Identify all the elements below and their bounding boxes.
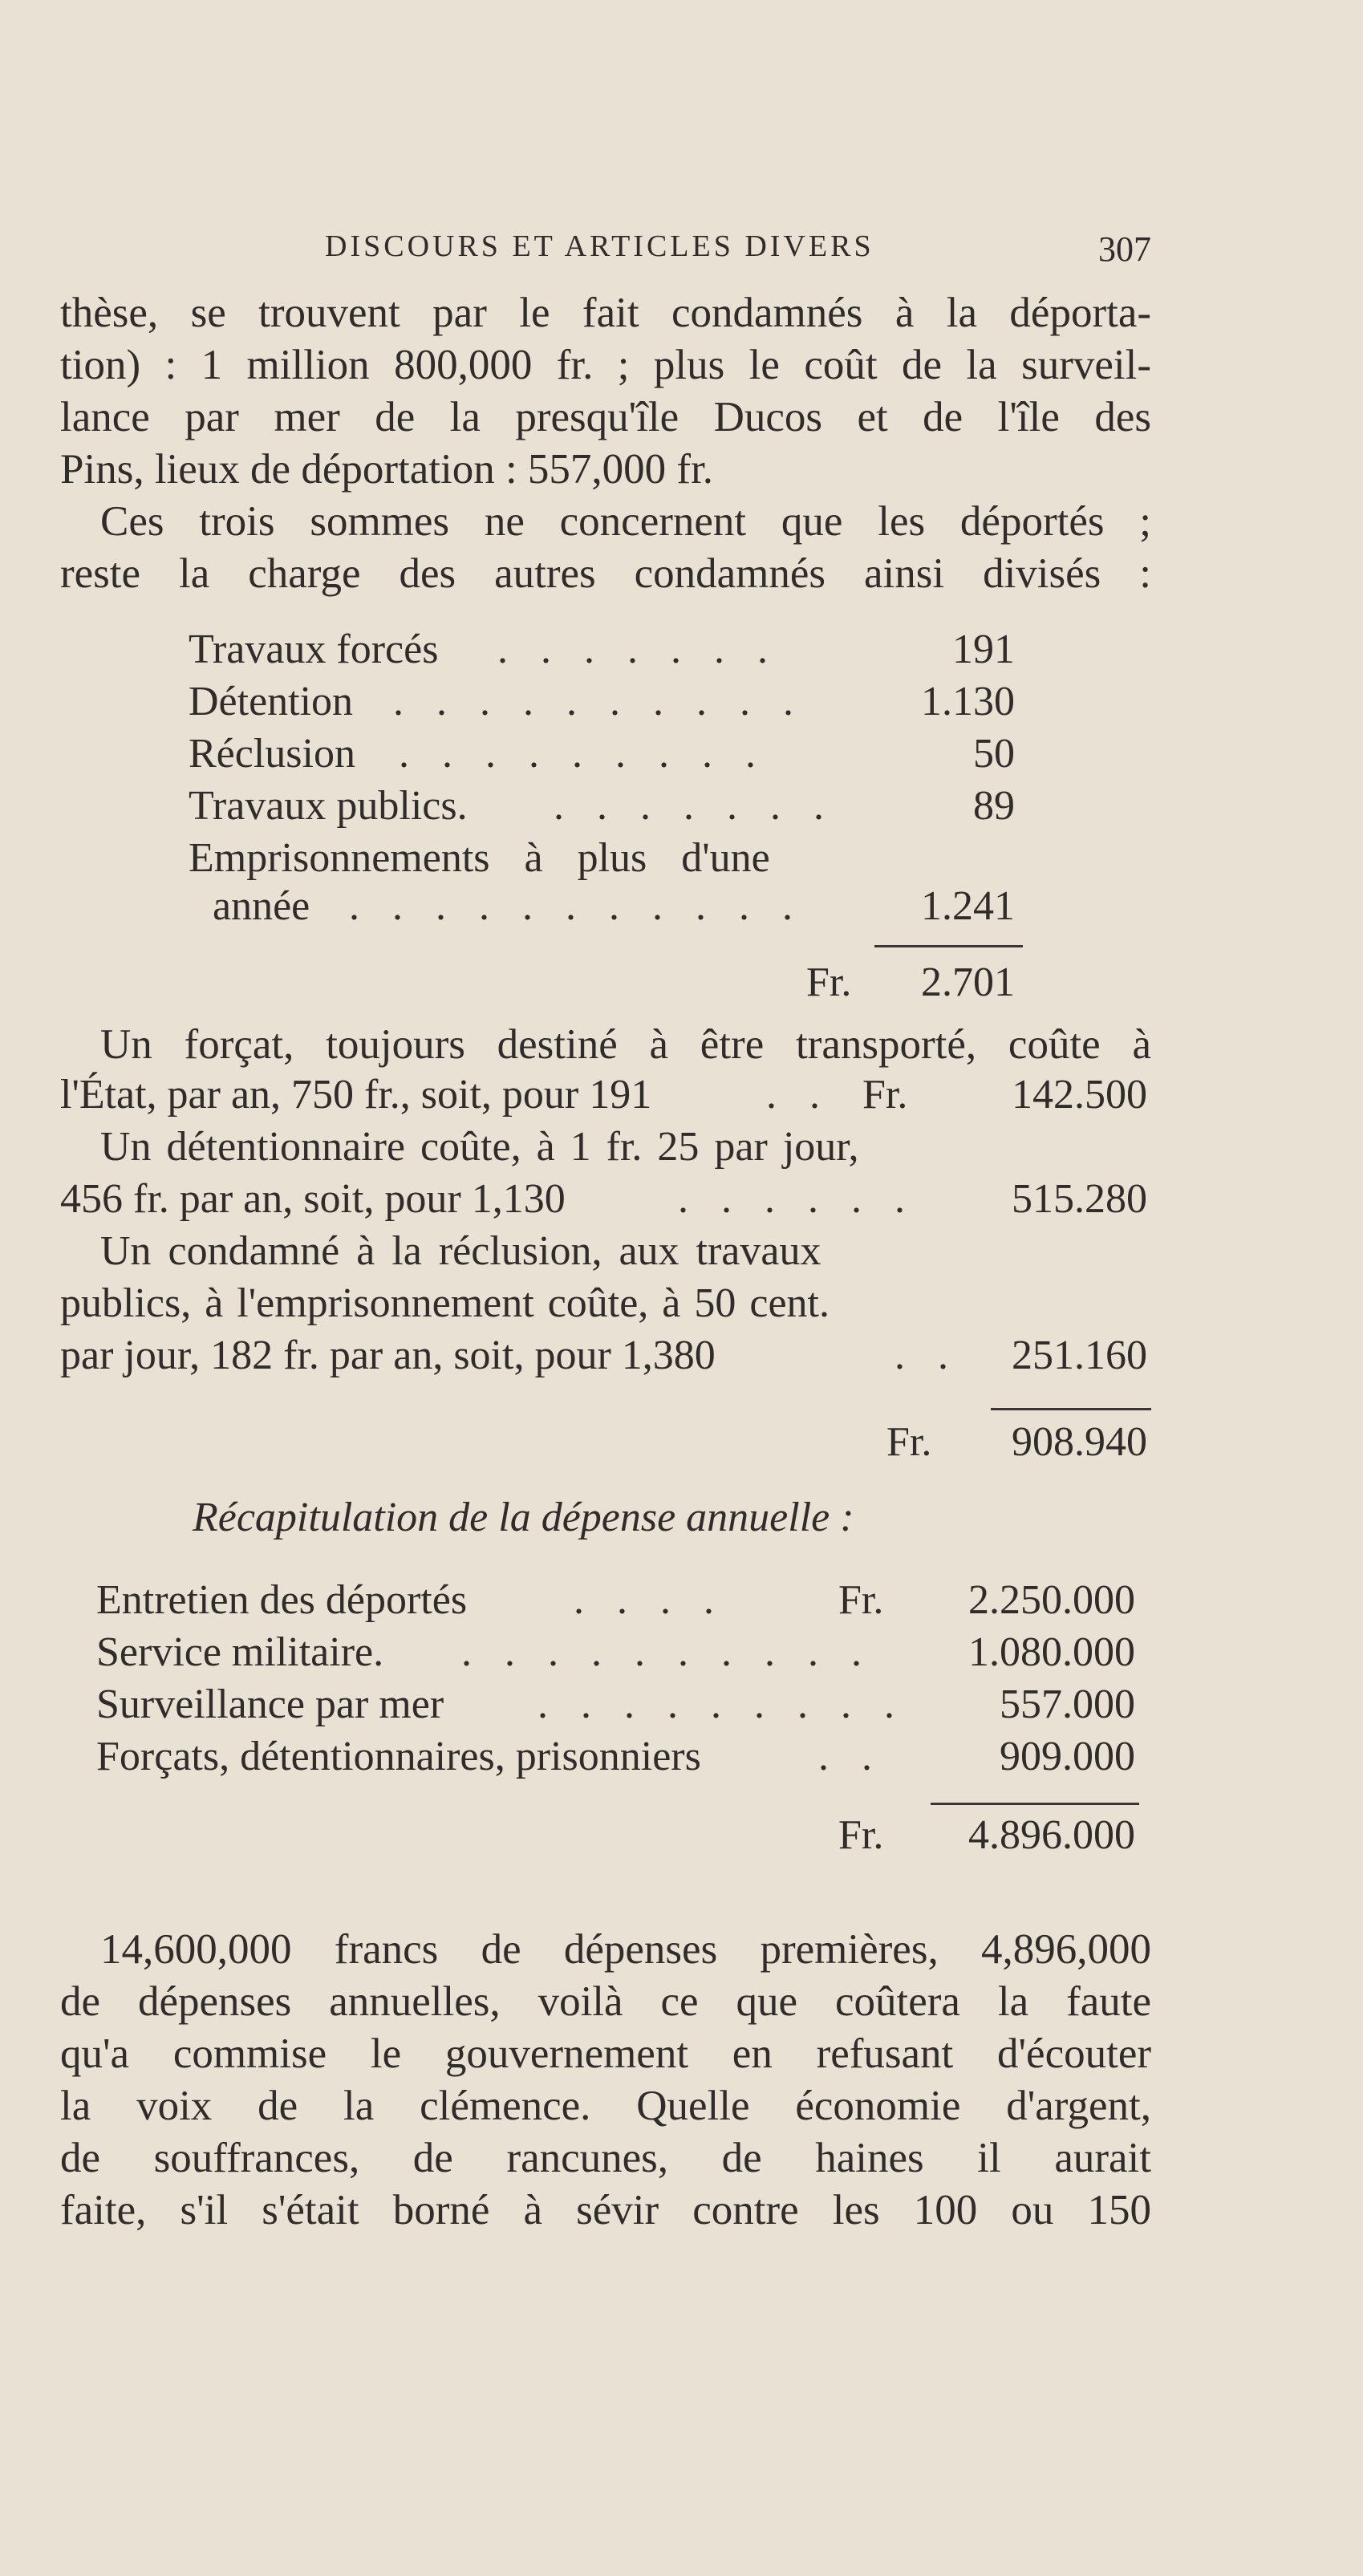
- row-value: 515.280: [1012, 1176, 1147, 1222]
- total-row: [60, 1418, 1147, 1470]
- sum-rule: [931, 1803, 1139, 1805]
- row-label: Surveillance par mer: [96, 1681, 444, 1727]
- row-value: 1.080.000: [968, 1629, 1135, 1675]
- total-row: [96, 1811, 1135, 1863]
- table-row: [189, 782, 1015, 834]
- total-value: 908.940: [1012, 1419, 1147, 1465]
- row-label: Travaux publics.: [189, 783, 468, 829]
- sum-rule: [874, 945, 1023, 947]
- text-line: tion) : 1 million 800,000 fr. ; plus le coût de la surveil-: [60, 342, 1151, 388]
- table-row: [189, 626, 1015, 677]
- table-row: [213, 882, 1015, 934]
- cost-row: [100, 1123, 951, 1174]
- table-row: [189, 730, 1015, 781]
- row-label: Entretien des déportés: [96, 1577, 468, 1623]
- text-line: la voix de la clémence. Quelle économie d'argent,: [60, 2083, 1151, 2129]
- leader-dots: . . . . . . . . .: [399, 731, 767, 777]
- row-value: 2.250.000: [968, 1577, 1135, 1623]
- cost-entry: [60, 1019, 1151, 1071]
- text-line: faite, s'il s'était borné à sévir contre les 100 ou 150: [60, 2187, 1151, 2233]
- currency-label: Fr.: [806, 959, 852, 1005]
- row-value: 89: [973, 783, 1015, 829]
- table-row: [189, 834, 878, 886]
- cost-row: [60, 1332, 1147, 1383]
- currency-label: Fr.: [838, 1812, 884, 1858]
- row-label: Détention: [189, 679, 354, 724]
- row-value: 1.241: [921, 883, 1015, 929]
- table-row: [96, 1733, 1135, 1784]
- currency-label: Fr.: [886, 1419, 932, 1465]
- header-title: DISCOURS ET ARTICLES DIVERS: [325, 229, 874, 263]
- cost-row: [100, 1227, 951, 1279]
- row-value: 251.160: [1012, 1333, 1147, 1378]
- intro-paragraph: [60, 287, 1151, 600]
- row-label: l'État, par an, 750 fr., soit, pour 191: [60, 1072, 652, 1118]
- row-value: 50: [973, 731, 1015, 777]
- sum-rule: [991, 1408, 1151, 1410]
- leader-dots: . . . . . . . . .: [537, 1681, 906, 1727]
- table-row: [96, 1629, 1135, 1680]
- total-value: 4.896.000: [968, 1812, 1135, 1858]
- row-label: 456 fr. par an, soit, pour 1,130: [60, 1176, 566, 1222]
- text-line: Un forçat, toujours destiné à être transporté, coûte à: [100, 1021, 1151, 1068]
- row-label: par jour, 182 fr. par an, soit, pour 1,380: [60, 1333, 716, 1378]
- text-line: qu'a commise le gouvernement en refusant d'écouter: [60, 2030, 1151, 2077]
- text-line: de souffrances, de rancunes, de haines il aurait: [60, 2135, 1151, 2181]
- text-line: lance par mer de la presqu'île Ducos et de l'île des: [60, 394, 1151, 440]
- leader-dots: . . . . . .: [678, 1176, 916, 1222]
- text-line: 14,600,000 francs de dépenses premières, 4,896,000: [100, 1926, 1151, 1973]
- table-row: [96, 1681, 1135, 1732]
- leader-dots: . . . .: [574, 1577, 725, 1623]
- total-value: 2.701: [921, 959, 1015, 1005]
- row-label: publics, à l'emprisonnement coûte, à 50 cent.: [60, 1280, 830, 1326]
- text-line: Pins, lieux de déportation : 557,000 fr.: [60, 446, 714, 493]
- cost-row: [60, 1280, 955, 1331]
- cost-row: [60, 1071, 1147, 1122]
- row-label: Forçats, détentionnaires, prisonniers: [96, 1734, 701, 1779]
- total-row: [189, 959, 1015, 1010]
- row-label: Service militaire.: [96, 1629, 384, 1675]
- leader-dots: . .: [766, 1072, 831, 1118]
- table-row: [96, 1576, 1135, 1628]
- row-label: Réclusion: [189, 731, 355, 777]
- recap-title: Récapitulation de la dépense annuelle :: [193, 1495, 854, 1540]
- text-line: Ces trois sommes ne concernent que les déportés ;: [100, 498, 1151, 545]
- row-value: 191: [952, 627, 1015, 672]
- leader-dots: . . . . . . .: [554, 783, 835, 829]
- row-label: Travaux forcés: [189, 627, 439, 672]
- row-label: Un condamné à la réclusion, aux travaux: [100, 1228, 821, 1274]
- cost-row: [60, 1175, 1147, 1227]
- row-label: Un détentionnaire coûte, à 1 fr. 25 par jour,: [100, 1124, 859, 1170]
- text-line: reste la charge des autres condamnés ainsi divisés :: [60, 550, 1151, 597]
- text-line: de dépenses annuelles, voilà ce que coûtera la faute: [60, 1978, 1151, 2025]
- currency-label: Fr.: [862, 1072, 908, 1118]
- leader-dots: . . . . . . . . . .: [461, 1629, 873, 1675]
- text-line: thèse, se trouvent par le fait condamnés à la déporta-: [60, 290, 1151, 336]
- closing-paragraph: [60, 1924, 1151, 2237]
- currency-label: Fr.: [838, 1577, 884, 1623]
- row-label: Emprisonnements à plus d'une: [189, 835, 770, 881]
- running-header: [325, 229, 1151, 269]
- leader-dots: . .: [818, 1734, 883, 1779]
- row-value: 909.000: [1000, 1734, 1135, 1779]
- table-row: [189, 678, 1015, 729]
- leader-dots: . . . . . . .: [497, 627, 779, 672]
- row-value: 557.000: [1000, 1681, 1135, 1727]
- leader-dots: . .: [894, 1333, 959, 1378]
- row-label: année: [213, 883, 310, 929]
- page-number: 307: [1098, 229, 1151, 269]
- leader-dots: . . . . . . . . . . .: [349, 883, 804, 929]
- leader-dots: . . . . . . . . . .: [393, 679, 805, 724]
- row-value: 1.130: [921, 679, 1015, 724]
- row-value: 142.500: [1012, 1072, 1147, 1118]
